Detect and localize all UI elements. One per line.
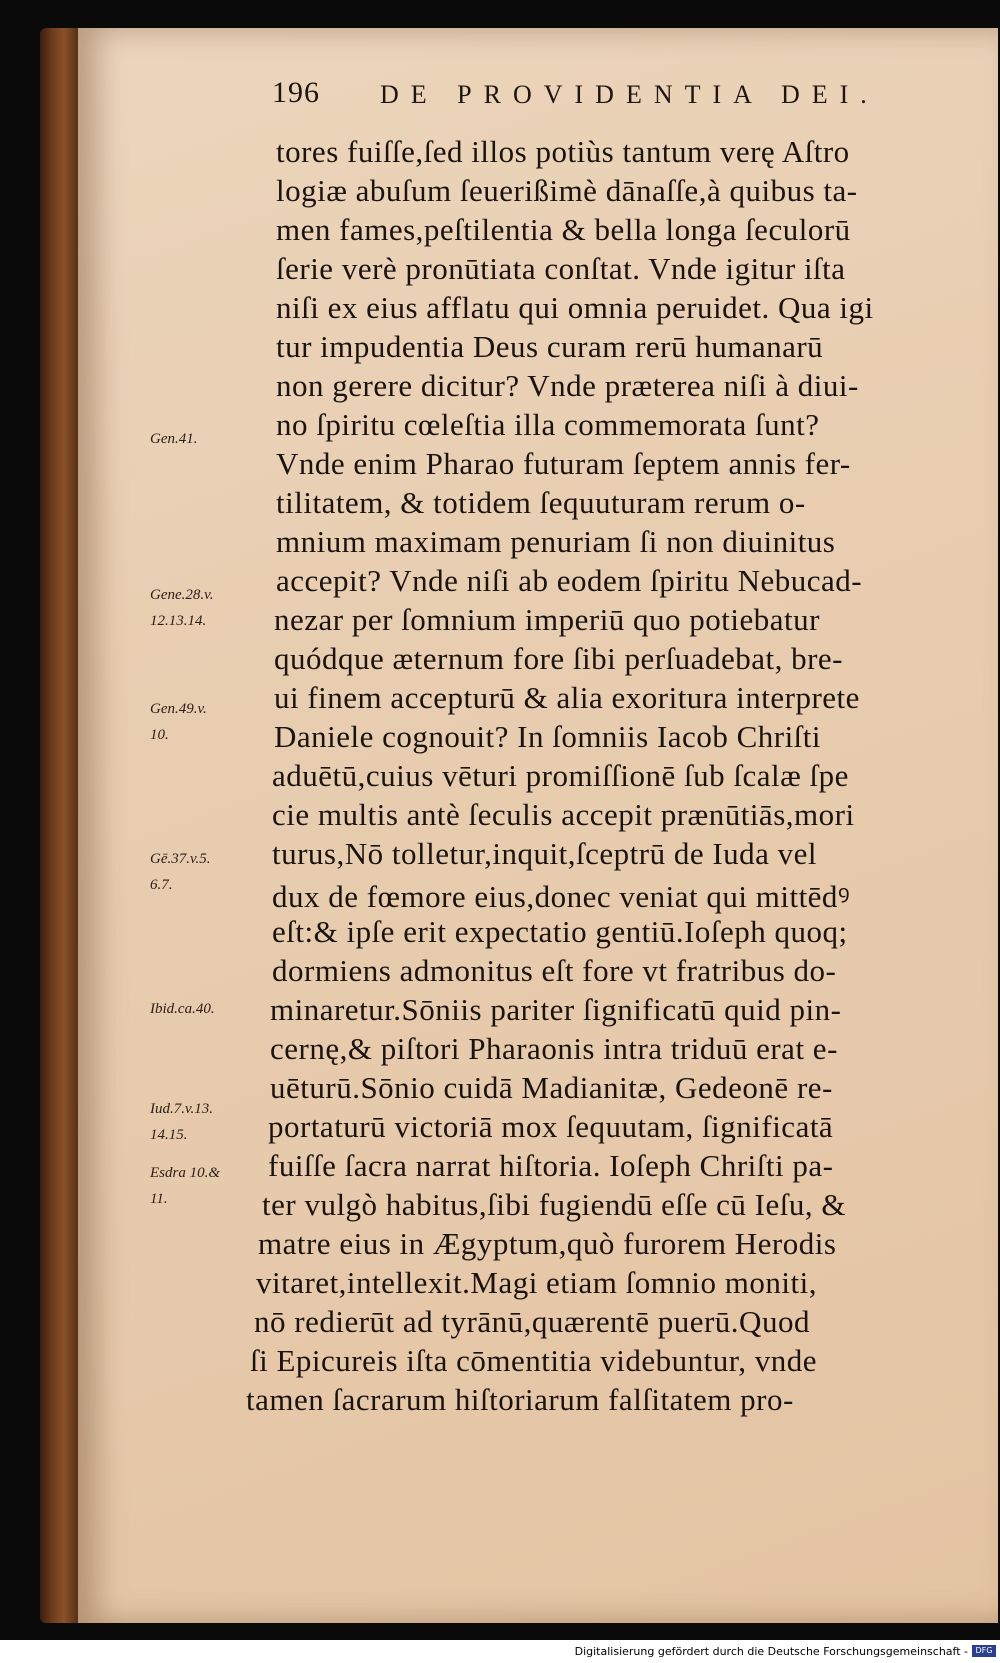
text-line: Daniele cognouit? In ſomniis Iacob Chriſti xyxy=(274,719,822,754)
text-line: quódque æternum fore ſibi perſuadebat, bre- xyxy=(274,641,843,676)
book-fore-edge xyxy=(40,28,80,1623)
dfg-logo-icon: DFG xyxy=(972,1645,996,1657)
text-line: nō redierūt ad tyrānū,quærentē puerū.Quod xyxy=(254,1304,810,1339)
text-line: tur impudentia Deus curam rerū humanarū xyxy=(276,329,824,364)
margin-note: 10. xyxy=(150,727,169,743)
text-line: minaretur.Sōniis pariter ſignificatū quid pin- xyxy=(270,992,842,1027)
running-head: DE PROVIDENTIA DEI. xyxy=(380,80,879,109)
text-line: vitaret,intellexit.Magi etiam ſomnio moniti, xyxy=(256,1265,817,1300)
text-line: ter vulgò habitus,ſibi fugiendū eſſe cū Ieſu, & xyxy=(262,1187,846,1222)
text-line: tores fuiſſe,ſed illos potiùs tantum verę Aſtro xyxy=(276,134,850,169)
text-line: no ſpiritu cœleſtia illa commemorata ſunt? xyxy=(276,407,820,442)
text-line: non gerere dicitur? Vnde præterea niſi à diui- xyxy=(276,368,859,403)
page-number: 196 xyxy=(272,76,320,109)
margin-note: Gē.37.v.5. xyxy=(150,851,211,867)
text-line: portaturū victoriā mox ſequutam, ſignificatā xyxy=(268,1109,834,1144)
margin-note: Iud.7.v.13. xyxy=(150,1101,214,1117)
text-line: cernę,& piſtori Pharaonis intra triduū erat e- xyxy=(270,1031,838,1066)
margin-notes xyxy=(150,0,270,1500)
page-header xyxy=(272,76,952,126)
text-line: turus,Nō tolletur,inquit,ſceptrū de Iuda vel xyxy=(272,836,818,871)
text-line: dux de fœmore eius,donec veniat qui mittēdꝰ xyxy=(272,879,851,914)
text-line: men fames,peſtilentia & bella longa ſeculorū xyxy=(276,212,851,247)
margin-note: 6.7. xyxy=(150,877,173,893)
text-line: aduētū,cuius vēturi promiſſionē ſub ſcalæ ſpe xyxy=(272,758,849,793)
margin-note: Gen.49.v. xyxy=(150,701,207,717)
text-line: logiæ abuſum ſeuerißimè dānaſſe,à quibus ta- xyxy=(276,173,858,208)
text-line: eſt:& ipſe erit expectatio gentiū.Ioſeph quoq; xyxy=(272,914,848,949)
text-line: nezar per ſomnium imperiū quo potiebatur xyxy=(274,602,820,637)
margin-note: 12.13.14. xyxy=(150,613,207,629)
margin-note: Esdra 10.& xyxy=(150,1165,221,1181)
margin-note: Gene.28.v. xyxy=(150,587,214,603)
margin-note: Gen.41. xyxy=(150,431,198,447)
text-line: tilitatem, & totidem ſequuturam rerum o- xyxy=(276,485,806,520)
text-line: dormiens admonitus eſt fore vt fratribus do- xyxy=(272,953,837,988)
text-line: fuiſſe ſacra narrat hiſtoria. Ioſeph Chriſti pa- xyxy=(268,1148,834,1183)
text-line: tamen ſacrarum hiſtoriarum falſitatem pro- xyxy=(246,1382,794,1417)
text-line: matre eius in Ægyptum,quò furorem Herodis xyxy=(258,1226,837,1261)
text-line: ſerie verè pronūtiata conſtat. Vnde igitur iſta xyxy=(276,251,846,286)
funding-credit: Digitalisierung gefördert durch die Deutsche Forschungsgemeinschaft - xyxy=(574,1645,968,1658)
text-line: accepit? Vnde niſi ab eodem ſpiritu Nebucad- xyxy=(276,563,863,598)
text-line: cie multis antè ſeculis accepit prænūtiās,mori xyxy=(272,797,855,832)
text-line: Vnde enim Pharao futuram ſeptem annis fer- xyxy=(276,446,851,481)
margin-note: 11. xyxy=(150,1191,168,1207)
margin-note: 14.15. xyxy=(150,1127,188,1143)
text-line: mnium maximam penuriam ſi non diuinitus xyxy=(276,524,836,559)
digitization-footer xyxy=(0,1640,1000,1663)
text-line: uēturū.Sōnio cuidā Madianitæ, Gedeonē re- xyxy=(270,1070,833,1105)
text-line: ſi Epicureis iſta cōmentitia videbuntur, vnde xyxy=(250,1343,818,1378)
text-line: ui finem accepturū & alia exoritura interprete xyxy=(274,680,860,715)
text-line: niſi ex eius afflatu qui omnia peruidet. Qua igi xyxy=(276,290,874,325)
margin-note: Ibid.ca.40. xyxy=(150,1001,215,1017)
